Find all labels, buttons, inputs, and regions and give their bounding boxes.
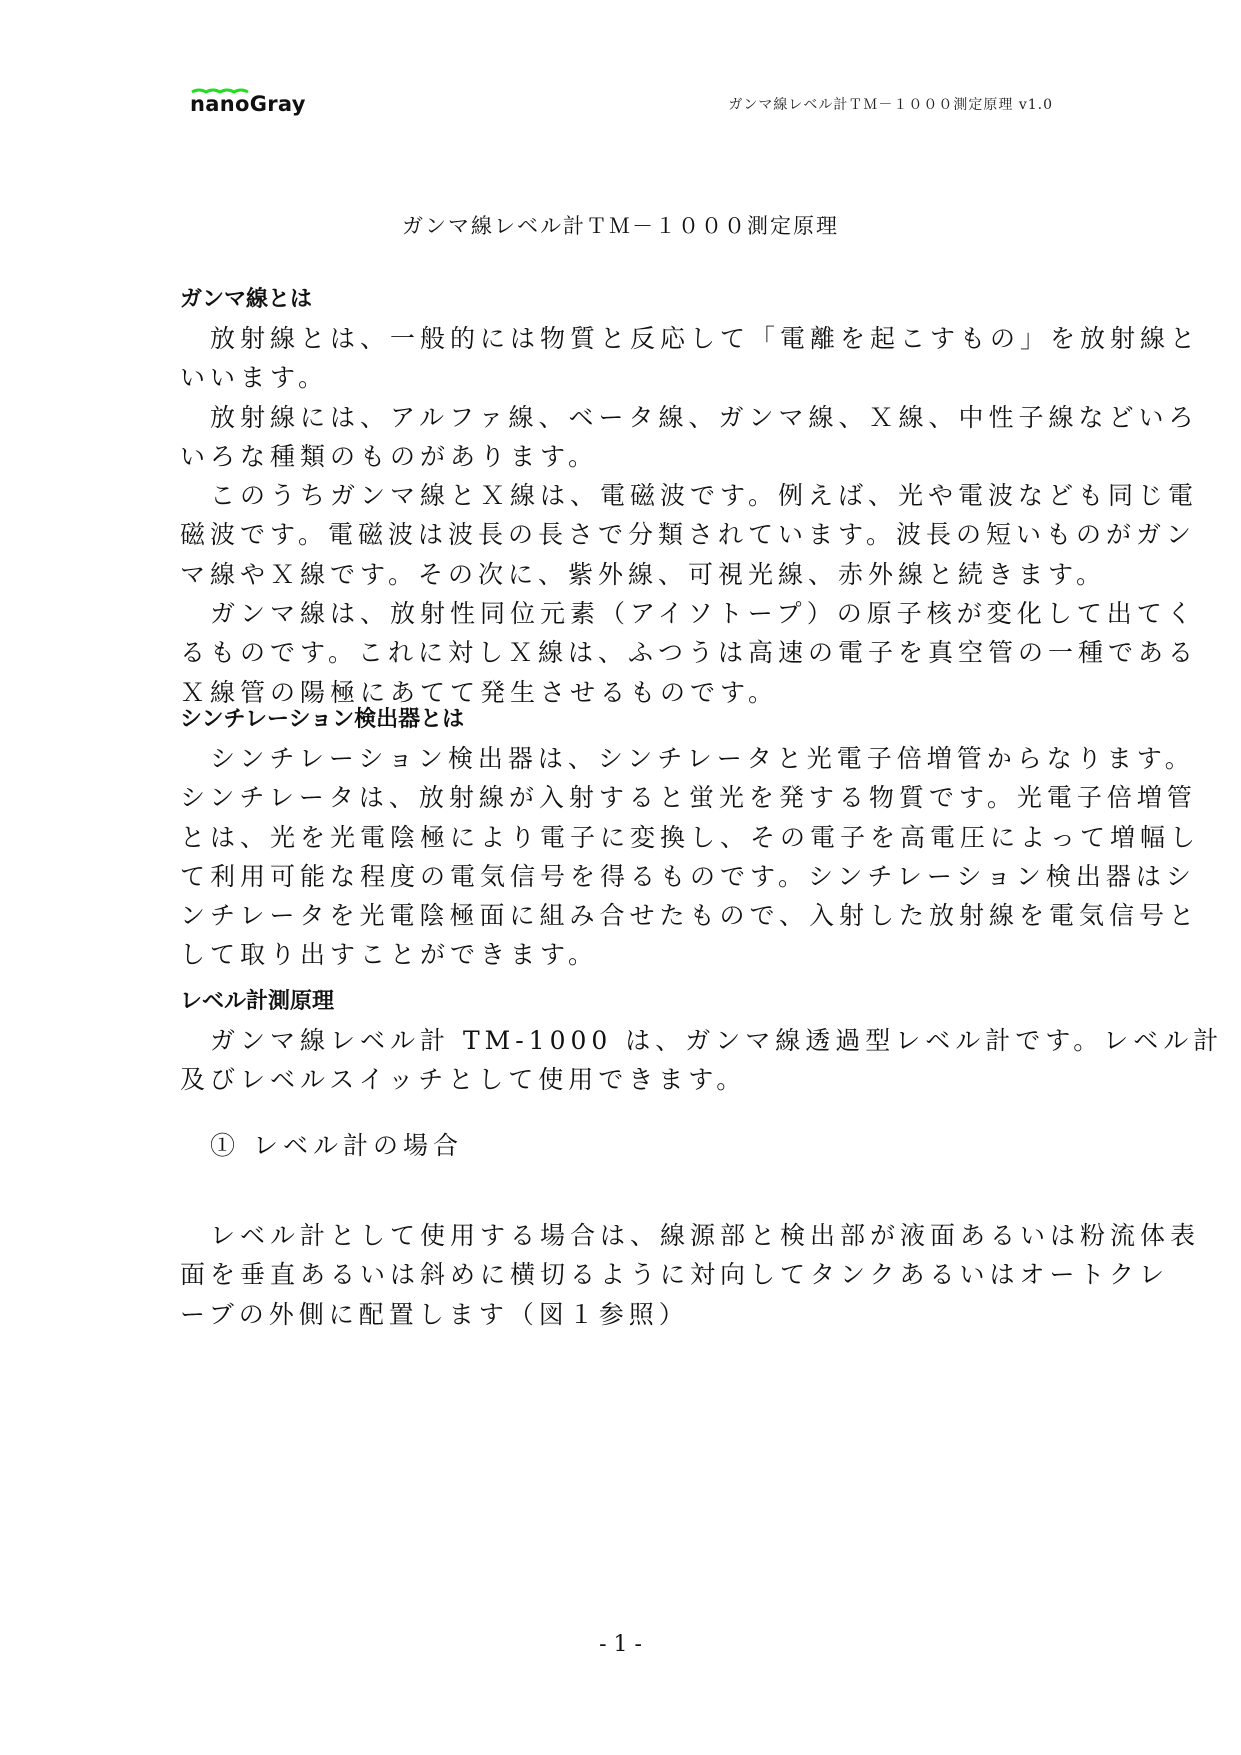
list-item-label: ① レベル計の場合: [180, 1131, 463, 1160]
text-line: いいます。: [180, 363, 329, 393]
text-line: て利用可能な程度の電気信号を得るものです。シンチレーション検出器はシ: [180, 861, 1196, 891]
section-heading: ガンマ線とは: [180, 287, 313, 312]
level-gauge-paragraph: [180, 1216, 1201, 1334]
list-item: [180, 1126, 1070, 1165]
logo-text: nanoGray: [190, 92, 306, 116]
text-line: るものです。これに対しＸ線は、ふつうは高速の電子を真空管の一種である: [180, 638, 1199, 668]
text-line: 放射線には、アルファ線、ベータ線、ガンマ線、Ｘ線、中性子線などいろ: [180, 402, 1199, 432]
text-line: ーブの外側に配置します（図１参照）: [180, 1299, 689, 1329]
text-line: レベル計として使用する場合は、線源部と検出部が液面あるいは粉流体表: [180, 1221, 1201, 1250]
text-line: シンチレータは、放射線が入射すると蛍光を発する物質です。光電子倍増管: [180, 783, 1197, 813]
running-header: ガンマ線レベル計ＴＭ－１０００測定原理 v1.0: [728, 97, 1053, 113]
text-line: 磁波です。電磁波は波長の長さで分類されています。波長の短いものがガン: [180, 520, 1197, 550]
text-line: とは、光を光電陰極により電子に変換し、その電子を高電圧によって増幅し: [180, 822, 1201, 852]
section-gamma-ray: [180, 281, 1201, 712]
nanogray-logo: [190, 88, 306, 116]
page-number: - 1 -: [599, 1632, 642, 1657]
text-line: 及びレベルスイッチとして使用できます。: [180, 1065, 747, 1095]
section-heading: シンチレーション検出器とは: [180, 707, 465, 732]
text-line: Ｘ線管の陽極にあてて発生させるものです。: [180, 677, 779, 707]
text-line: ンチレータを光電陰極面に組み合せたもので、入射した放射線を電気信号と: [180, 901, 1200, 931]
text-line: 面を垂直あるいは斜めに横切るように対向してタンクあるいはオートクレ: [180, 1260, 1170, 1290]
text-line: このうちガンマ線とＸ線は、電磁波です。例えば、光や電波なども同じ電: [180, 481, 1199, 511]
document-title: ガンマ線レベル計ＴＭ－１０００測定原理: [402, 214, 839, 238]
text-line: いろな種類のものがあります。: [180, 441, 599, 471]
text-line: ガンマ線は、放射性同位元素（アイソトープ）の原子核が変化して出てく: [180, 599, 1197, 629]
text-line: マ線やＸ線です。その次に、紫外線、可視光線、赤外線と続きます。: [180, 559, 1107, 589]
section-heading: レベル計測原理: [180, 989, 335, 1014]
text-line: 放射線とは、一般的には物質と反応して「電離を起こすもの」を放射線と: [180, 324, 1201, 353]
section-level-measurement: [180, 983, 1224, 1100]
text-line: シンチレーション検出器は、シンチレータと光電子倍増管からなります。: [180, 744, 1195, 773]
text-line: ガンマ線レベル計 TM-1000 は、ガンマ線透過型レベル計です。レベル計: [180, 1026, 1224, 1055]
section-scintillation-detector: [180, 701, 1201, 975]
text-line: して取り出すことができます。: [180, 940, 599, 970]
